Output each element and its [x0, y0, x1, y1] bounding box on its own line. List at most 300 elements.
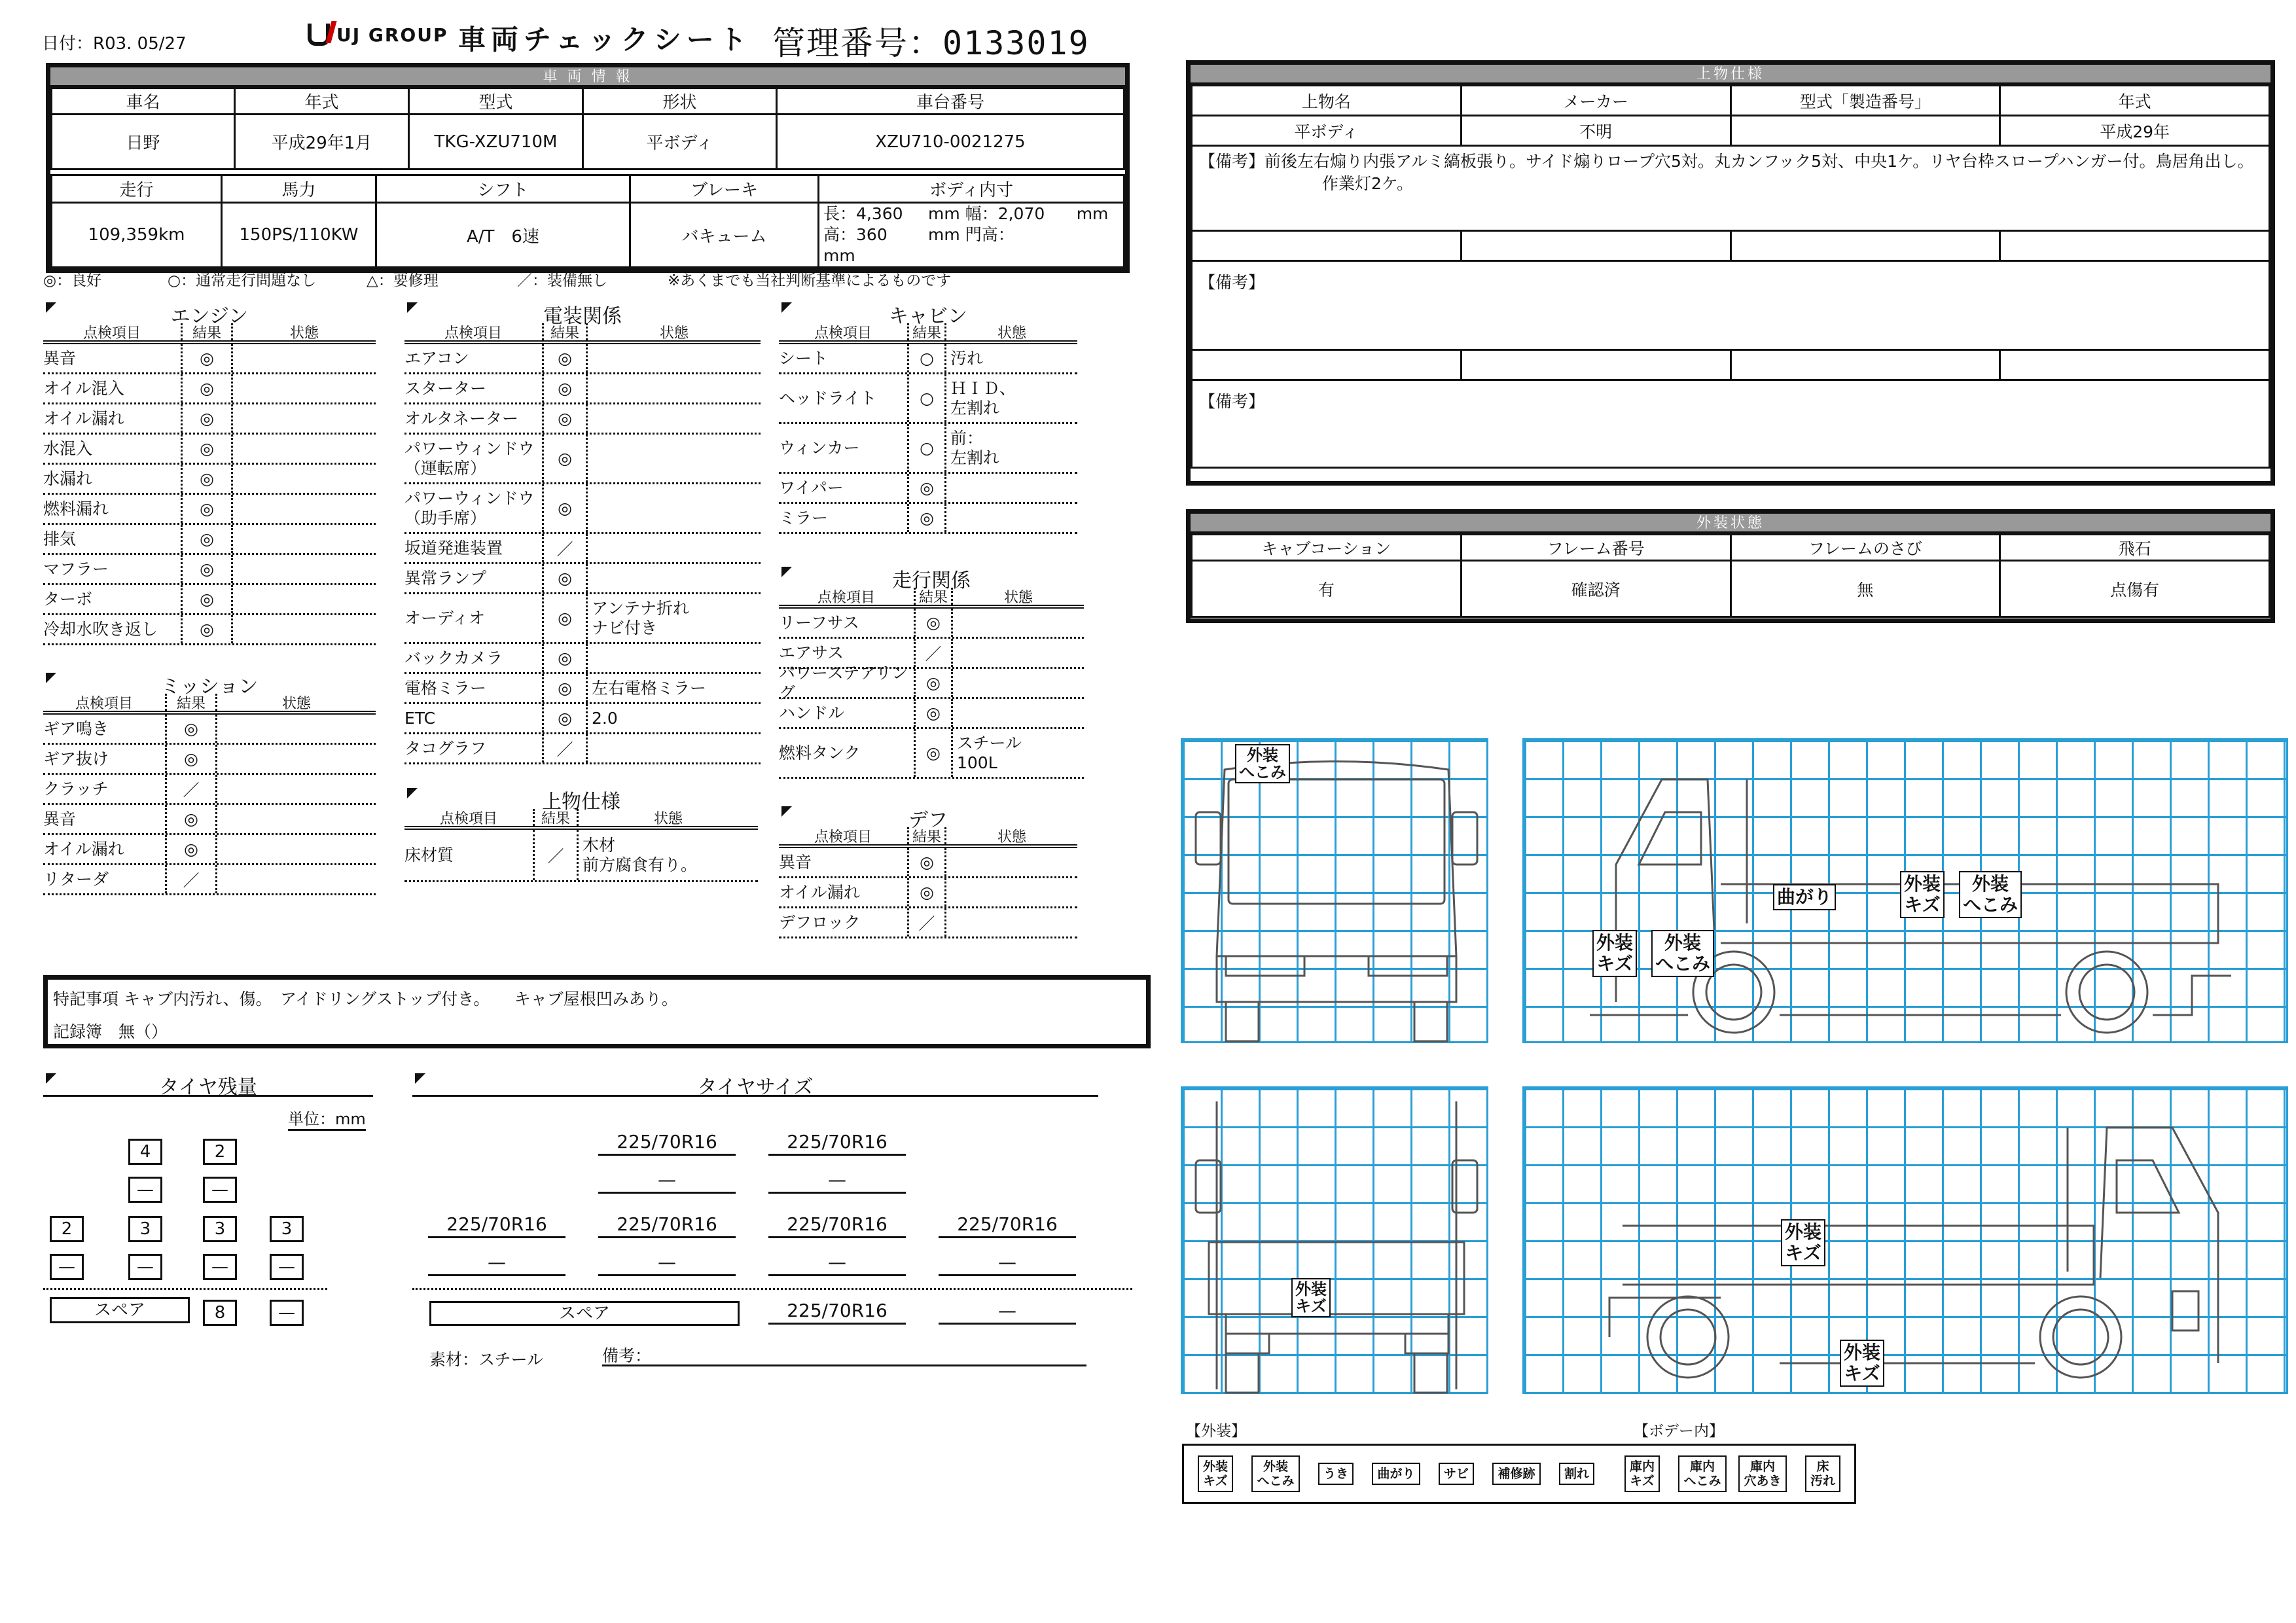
check-row: [779, 374, 1077, 424]
drive-section: [779, 564, 1084, 779]
check-item: 排気: [43, 529, 77, 548]
damage-key-label: うき: [1318, 1463, 1354, 1485]
damage-side-5: 外装 へこみ: [1959, 871, 2022, 918]
truck-front-diagram: [1181, 738, 1488, 1043]
check-item: リターダ: [43, 869, 109, 889]
tire-rear-3: 3: [270, 1216, 304, 1242]
check-item: 燃料漏れ: [43, 499, 109, 518]
check-item: 冷却水吹き返し: [43, 619, 158, 639]
engine-section: [43, 300, 376, 645]
check-row: [43, 865, 376, 895]
special-notes: [43, 975, 1151, 1048]
check-item: 床材質: [404, 845, 454, 865]
check-row: [404, 374, 761, 404]
check-item: タコグラフ: [404, 738, 487, 758]
tsize-rear2-1: —: [598, 1250, 736, 1276]
damage-key-9: [1735, 1451, 1790, 1497]
damage-side-6: 外装 キズ: [1781, 1219, 1825, 1266]
ext-value-chips: 点傷有: [2000, 561, 2270, 617]
label-shape: 形状: [583, 88, 777, 115]
check-result: ◎: [542, 644, 588, 672]
check-item: 異音: [43, 809, 77, 829]
label-brake: ブレーキ: [630, 175, 819, 203]
cargo-value-year: 平成29年: [2000, 116, 2270, 146]
logo-text: UJ GROUP: [336, 24, 448, 46]
cargo-label-model: 型式「製造番号」: [1731, 86, 2000, 116]
tire-rear-0: 2: [50, 1216, 84, 1242]
check-item: パワーウィンドウ （運転席）: [404, 438, 535, 478]
damage-key-3: [1369, 1451, 1424, 1497]
check-result: ◎: [542, 564, 588, 592]
tsize-rear-2: 225/70R16: [768, 1212, 906, 1238]
dim-width: 2,070: [997, 204, 1045, 223]
col-header: 結果: [165, 694, 217, 711]
check-result: ◎: [181, 465, 233, 493]
damage-key-label: 曲がり: [1372, 1463, 1420, 1485]
tire-divider: [43, 1288, 327, 1290]
check-row: [404, 534, 761, 564]
check-result: ◎: [914, 729, 953, 777]
check-row: [404, 404, 761, 435]
tsize-front-right: 225/70R16: [768, 1130, 906, 1156]
damage-key-label: 庫内 キズ: [1624, 1455, 1660, 1492]
col-header: 状態: [1003, 589, 1033, 606]
check-item: エアコン: [404, 348, 469, 368]
check-row: [43, 404, 376, 435]
tire-remaining-section: [43, 1071, 373, 1097]
col-header: 結果: [533, 809, 579, 826]
check-item: マフラー: [43, 559, 109, 579]
col-header: 結果: [907, 827, 946, 844]
check-item: ギア鳴き: [43, 719, 109, 738]
check-result: ／: [907, 908, 946, 936]
check-row: [779, 729, 1084, 779]
col-header: 状態: [281, 695, 311, 712]
damage-key-4: [1429, 1451, 1484, 1497]
check-item: パワーウィンドウ （助手席）: [404, 488, 535, 527]
check-row: [779, 878, 1077, 908]
check-item: オイル漏れ: [779, 882, 860, 902]
ext-value-caution: 有: [1192, 561, 1462, 617]
mgmt-value: 0133019: [942, 24, 1090, 62]
mission-title: ミッション: [160, 675, 259, 698]
vehicle-info-head: 車 両 情 報: [50, 67, 1125, 87]
check-result: ○: [907, 374, 946, 422]
damage-key-8: [1675, 1451, 1730, 1497]
electric-title: 電装関係: [543, 305, 622, 328]
check-row: [779, 908, 1077, 938]
damage-side-1: 外装 キズ: [1592, 930, 1637, 977]
truck-right-side-drawing: [1524, 1088, 2290, 1396]
damage-key-label: 床 汚れ: [1805, 1455, 1840, 1492]
check-result: ◎: [542, 435, 588, 482]
dim-unit: mm: [928, 204, 960, 223]
check-item: ハンドル: [779, 703, 845, 722]
tire-size-divider: [412, 1288, 1132, 1290]
value-shape: 平ボディ: [583, 115, 777, 169]
cargo-remark-1: [1192, 146, 2270, 231]
cargo-remark-3: 【備考】: [1192, 380, 2270, 468]
tire-material: 素材：スチール: [429, 1350, 544, 1369]
check-row: [43, 835, 376, 865]
check-row: [404, 344, 761, 374]
value-body-dims: [819, 203, 1124, 268]
check-result: ◎: [542, 374, 588, 402]
damage-key-10: [1795, 1451, 1850, 1497]
check-item: ウィンカー: [779, 438, 860, 457]
col-header: 点検項目: [75, 695, 133, 712]
damage-key-label: 庫内 穴あき: [1738, 1455, 1786, 1492]
check-result: ／: [533, 830, 579, 880]
tire-rear-1: 3: [128, 1216, 162, 1242]
check-item: スターター: [404, 378, 487, 398]
cargo-head: 上物仕様: [1191, 65, 2270, 84]
cargo-value-maker: 不明: [1461, 116, 1731, 146]
damage-key-label: 外装 へこみ: [1251, 1455, 1299, 1492]
dim-d-label: 門高：: [965, 225, 1014, 244]
check-row: [779, 344, 1077, 374]
damage-key-6: [1549, 1451, 1604, 1497]
notes-line2: 記録簿 無（）: [53, 1022, 168, 1041]
check-row: [43, 525, 376, 555]
value-chassis: XZU710-0021275: [777, 115, 1124, 169]
tire-rear2-3: —: [270, 1254, 304, 1280]
damage-key-2: [1308, 1451, 1363, 1497]
check-result: ◎: [907, 474, 946, 502]
check-result: ◎: [165, 805, 217, 833]
damage-key-5: [1489, 1451, 1544, 1497]
legend-ok: ○：通常走行問題なし: [168, 272, 317, 289]
value-year: 平成29年1月: [235, 115, 409, 169]
check-row: [43, 775, 376, 805]
check-result: ◎: [542, 674, 588, 702]
check-row: [404, 484, 761, 534]
tire-size-spare2: —: [939, 1298, 1076, 1325]
ext-label-caution: キャブコーション: [1192, 535, 1462, 561]
tsize-rear-0: 225/70R16: [428, 1212, 565, 1238]
damage-key-7: [1615, 1451, 1670, 1497]
check-result: ◎: [542, 344, 588, 372]
value-model: TKG-XZU710M: [409, 115, 583, 169]
check-item: ミラー: [779, 508, 829, 527]
diff-section: [779, 804, 1077, 938]
check-item: オイル漏れ: [43, 839, 124, 859]
check-row: [404, 734, 761, 764]
label-model: 型式: [409, 88, 583, 115]
check-result: ／: [542, 734, 588, 762]
company-logo: [308, 24, 448, 46]
check-result: ◎: [181, 555, 233, 583]
mgmt-label: 管理番号：: [772, 24, 942, 62]
exterior-head: 外装状態: [1191, 514, 2270, 533]
tsize-front-right-2: —: [768, 1168, 906, 1194]
check-result: ◎: [914, 609, 953, 637]
key-body-label: 【ボデー内】: [1634, 1423, 1724, 1440]
legend-note: ※あくまでも当社判断基準によるものです: [668, 272, 952, 289]
check-item: デフロック: [779, 912, 861, 932]
check-row: [43, 585, 376, 615]
check-result: ◎: [165, 715, 217, 743]
damage-key-label: 外装 キズ: [1198, 1455, 1233, 1492]
check-item: ターボ: [43, 589, 93, 609]
check-result: ◎: [181, 495, 233, 523]
tsize-rear-1: 225/70R16: [598, 1212, 736, 1238]
check-row: [43, 495, 376, 525]
check-result: ◎: [181, 404, 233, 433]
upper-spec-section: [404, 785, 758, 882]
cargo-value-model: [1731, 116, 2000, 146]
tire-size-title: タイヤサイズ: [697, 1076, 814, 1099]
check-item: オーディオ: [404, 608, 486, 628]
tire-rear2-2: —: [203, 1254, 237, 1280]
check-result: ◎: [907, 848, 946, 876]
legend-good: ◎：良好: [43, 272, 102, 289]
damage-side-7: 外装 キズ: [1840, 1340, 1884, 1387]
legend: [43, 268, 951, 290]
cargo-spec-table: [1186, 60, 2275, 486]
uj-logo-icon: [308, 24, 330, 46]
label-horsepower: 馬力: [222, 175, 376, 203]
col-header: 点検項目: [82, 325, 141, 342]
col-header: 点検項目: [814, 829, 872, 846]
dim-h-label: 高：: [823, 225, 857, 244]
check-item: クラッチ: [43, 779, 109, 798]
check-result: ◎: [181, 585, 233, 613]
check-state: 左右電格ミラー: [592, 678, 707, 698]
value-horsepower: 150PS/110KW: [222, 203, 376, 268]
cargo-remark-1b-text: 作業灯2ケ。: [1322, 174, 1414, 193]
tire-remaining-title: タイヤ残量: [159, 1076, 257, 1099]
check-state: 汚れ: [950, 348, 984, 368]
col-header: 点検項目: [814, 325, 872, 342]
tire-remark: 備考：: [602, 1343, 1086, 1366]
check-result: ◎: [181, 615, 233, 643]
label-shift: シフト: [376, 175, 630, 203]
check-row: [43, 435, 376, 465]
check-item: オルタネーター: [404, 408, 519, 428]
check-item: リーフサス: [779, 613, 859, 632]
col-header: 状態: [289, 325, 319, 342]
check-row: [404, 644, 761, 674]
check-result: ／: [914, 639, 953, 667]
check-item: ワイパー: [779, 478, 844, 497]
check-item: エアサス: [779, 643, 844, 662]
dim-unit: mm: [928, 225, 960, 244]
label-year: 年式: [235, 88, 409, 115]
check-row: [779, 663, 1084, 702]
tire-size-spare: 225/70R16: [768, 1298, 906, 1325]
engine-title: エンジン: [170, 305, 249, 328]
col-header: 結果: [181, 323, 233, 340]
truck-rear-diagram: [1181, 1086, 1488, 1394]
label-chassis: 車台番号: [777, 88, 1124, 115]
dim-length: 4,360: [856, 204, 903, 223]
check-row: [779, 504, 1077, 534]
check-item: オイル漏れ: [43, 408, 124, 428]
damage-key-1: [1248, 1451, 1303, 1497]
truck-front-drawing: [1183, 740, 1490, 1045]
check-item: 電格ミラー: [404, 678, 487, 698]
dim-height: 360: [856, 225, 888, 244]
vehicle-info-table: [46, 63, 1130, 273]
check-item: 異音: [779, 852, 812, 872]
check-state: 前： 左割れ: [950, 428, 1000, 467]
check-result: ◎: [165, 835, 217, 863]
tsize-rear2-2: —: [768, 1250, 906, 1276]
col-header: 状態: [997, 829, 1026, 846]
tsize-rear-3: 225/70R16: [939, 1212, 1076, 1238]
cabin-section: [779, 300, 1077, 534]
tire-rear2-1: —: [128, 1254, 162, 1280]
check-item: ETC: [404, 708, 436, 728]
ext-value-frame-no: 確認済: [1461, 561, 1731, 617]
label-car-name: 車名: [52, 88, 235, 115]
date: 日付：R03. 05/27: [42, 34, 187, 54]
cargo-label-year: 年式: [2000, 86, 2270, 116]
check-result: ◎: [542, 594, 588, 642]
check-result: ◎: [165, 745, 217, 773]
cargo-label-maker: メーカー: [1461, 86, 1731, 116]
check-result: ○: [907, 344, 946, 372]
damage-front-top: 外装 へこみ: [1235, 744, 1290, 783]
key-ext-label: 【外装】: [1186, 1423, 1246, 1440]
damage-side-2: 外装 へこみ: [1651, 930, 1714, 977]
check-row: [43, 344, 376, 374]
legend-none: ／：装備無し: [517, 272, 607, 289]
tire-size-section: [412, 1071, 1098, 1097]
check-state: 木材 前方腐食有り。: [583, 835, 698, 874]
damage-key-label: 庫内 へこみ: [1678, 1455, 1726, 1492]
damage-key-legend: [1182, 1444, 1856, 1504]
check-item: 燃料タンク: [779, 743, 861, 762]
ext-label-chips: 飛石: [2000, 535, 2270, 561]
page-title: 車両チェックシート: [458, 24, 752, 56]
label-mileage: 走行: [52, 175, 222, 203]
exterior-condition-table: [1186, 509, 2275, 623]
check-result: ◎: [542, 704, 588, 732]
check-row: [43, 465, 376, 495]
col-header: 状態: [659, 325, 689, 342]
tire-unit: 単位：mm: [288, 1106, 366, 1131]
label-body-dims: ボディ内寸: [819, 175, 1124, 203]
diff-title: デフ: [908, 809, 948, 832]
check-row: [779, 424, 1077, 474]
check-item: 水混入: [43, 438, 93, 458]
legend-repair: △：要修理: [367, 272, 439, 289]
check-item: オイル混入: [43, 378, 124, 398]
check-row: [43, 555, 376, 585]
tire-rear2-0: —: [50, 1254, 84, 1280]
col-header: 結果: [542, 323, 588, 340]
check-state: 2.0: [592, 708, 618, 728]
value-car-name: 日野: [52, 115, 235, 169]
cargo-remark-2: 【備考】: [1192, 261, 2270, 350]
check-row: [779, 699, 1084, 729]
check-result: ◎: [542, 484, 588, 532]
tire-front-left: 4: [128, 1139, 162, 1165]
col-header: 状態: [997, 325, 1026, 342]
col-header: 状態: [653, 810, 683, 827]
check-item: 異音: [43, 348, 77, 368]
check-row: [43, 805, 376, 835]
ext-label-frame-rust: フレームのさび: [1731, 535, 2000, 561]
check-item: シート: [779, 348, 829, 368]
check-item: ギア抜け: [43, 749, 109, 768]
col-header: 結果: [907, 323, 946, 340]
cargo-remark-1-text: 【備考】前後左右煽り内張アルミ縞板張り。サイド煽りロープ穴5対。丸カンフック5対、中央1ケ。リヤ台枠スロープハンガー付。鳥居角出し。: [1199, 152, 2254, 171]
tsize-rear2-3: —: [939, 1250, 1076, 1276]
tsize-rear2-0: —: [428, 1250, 565, 1276]
check-state: アンテナ折れ ナビ付き: [592, 598, 690, 637]
damage-rear-1: 外装 キズ: [1291, 1278, 1331, 1317]
damage-side-3: 曲がり: [1773, 884, 1836, 910]
check-row: [43, 715, 376, 745]
check-item: 水漏れ: [43, 469, 93, 488]
check-result: ／: [165, 775, 217, 803]
notes-line1: 特記事項 キャブ内汚れ、傷。 アイドリングストップ付き。 キャブ屋根凹みあり。: [53, 990, 678, 1008]
value-mileage: 109,359km: [52, 203, 222, 268]
dim-unit: mm: [823, 246, 855, 265]
check-result: ◎: [914, 699, 953, 727]
mission-section: [43, 670, 376, 895]
col-header: 点検項目: [444, 325, 502, 342]
damage-key-label: 補修跡: [1492, 1463, 1540, 1485]
truck-left-side-diagram: [1522, 738, 2288, 1043]
upper-title: 上物仕様: [542, 791, 620, 813]
cargo-value-name: 平ボディ: [1192, 116, 1462, 146]
check-item: ヘッドライト: [779, 388, 877, 408]
tire-size-spare-label: スペア: [429, 1301, 740, 1326]
tire-front-right: 2: [203, 1139, 237, 1165]
tire-spare: 8: [203, 1300, 237, 1326]
damage-key-label: 割れ: [1559, 1463, 1594, 1485]
tire-spare-2: —: [270, 1300, 304, 1326]
tire-front-right-2: —: [203, 1177, 237, 1203]
check-result: ◎: [907, 878, 946, 906]
check-item: 坂道発進装置: [404, 538, 503, 558]
check-result: ◎: [181, 374, 233, 402]
damage-side-4: 外装 キズ: [1900, 871, 1945, 918]
check-result: ○: [907, 424, 946, 472]
col-header: 点検項目: [439, 810, 497, 827]
tire-front-left-2: —: [128, 1177, 162, 1203]
check-row: [404, 830, 758, 882]
col-header: 結果: [914, 588, 953, 605]
check-result: ◎: [542, 404, 588, 433]
cabin-title: キャビン: [889, 305, 967, 328]
check-result: ／: [165, 865, 217, 893]
dim-w-label: 幅：: [965, 204, 998, 223]
check-row: [404, 564, 761, 594]
check-row: [43, 615, 376, 645]
check-row: [404, 594, 761, 644]
check-row: [779, 848, 1077, 878]
tsize-front-left-2: —: [598, 1168, 736, 1194]
check-item: パワーステアリング: [779, 663, 908, 702]
check-result: ◎: [181, 344, 233, 372]
ext-label-frame-no: フレーム番号: [1461, 535, 1731, 561]
ext-value-frame-rust: 無: [1731, 561, 2000, 617]
check-row: [43, 745, 376, 775]
tire-rear-2: 3: [203, 1216, 237, 1242]
check-item: 異常ランプ: [404, 568, 487, 588]
check-row: [404, 674, 761, 704]
truck-right-side-diagram: [1522, 1086, 2288, 1394]
value-shift: A/T 6速: [376, 203, 630, 268]
tire-spare-label: スペア: [50, 1297, 190, 1323]
check-state: ＨＩＤ、 左割れ: [950, 378, 1016, 418]
check-row: [404, 435, 761, 484]
